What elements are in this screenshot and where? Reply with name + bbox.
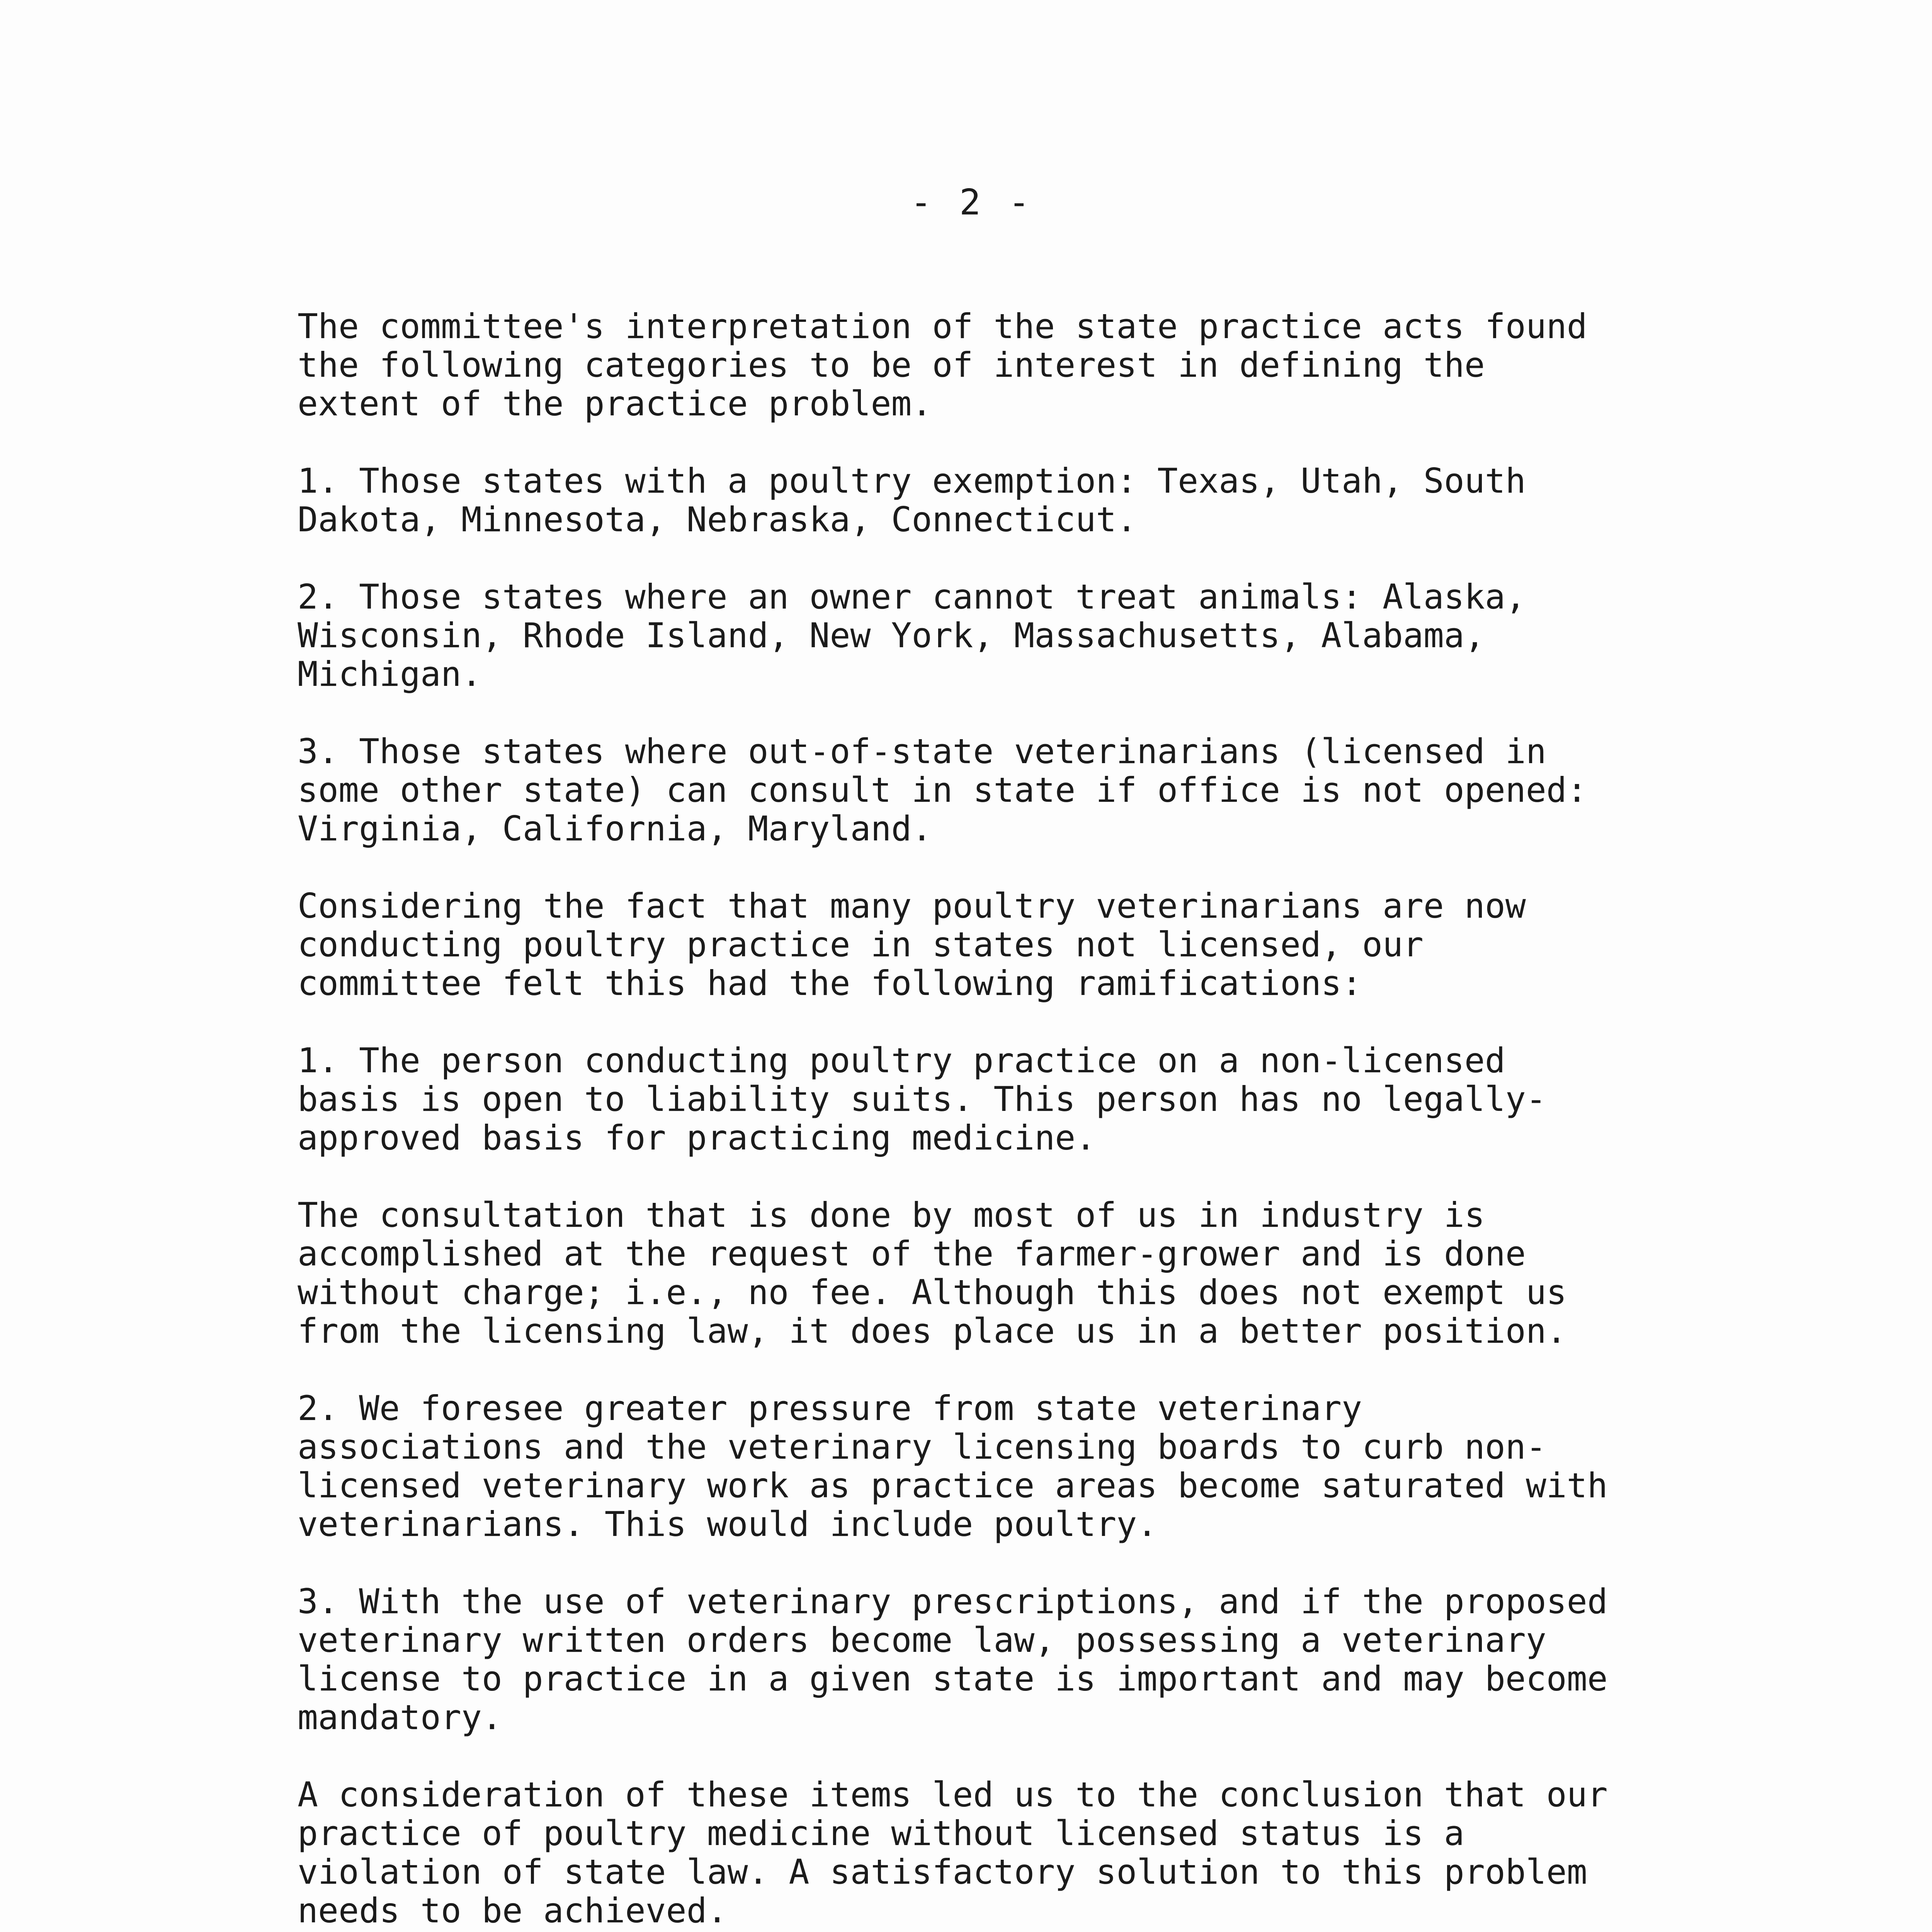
paragraph-ramification-2: 2. We foresee greater pressure from state veterinary associations and the veterinary licensing boards to curb non-licensed veterinary work as practice areas become saturated with veterinarians. This would include poultry. xyxy=(298,1388,1608,1544)
paragraph-category-1: 1. Those states with a poultry exemption: Texas, Utah, South Dakota, Minnesota, Nebraska, Connecticut. xyxy=(298,461,1526,539)
document-body xyxy=(298,307,1619,1932)
paragraph-ramification-1: 1. The person conducting poultry practice on a non-licensed basis is open to liability suits. This person has no legally-approved basis for practicing medicine. xyxy=(298,1041,1546,1158)
paragraph-category-3: 3. Those states where out-of-state veterinarians (licensed in some other state) can consult in state if office is not opened: Virginia, California, Maryland. xyxy=(298,731,1587,849)
paragraph-conclusion: A consideration of these items led us to the conclusion that our practice of poultry medicine without licensed status is a violation of state law. A satisfactory solution to this problem needs to be achieved. xyxy=(298,1775,1608,1930)
paragraph-category-2: 2. Those states where an owner cannot treat animals: Alaska, Wisconsin, Rhode Island, New York, Massachusetts, Alabama, Michigan. xyxy=(298,577,1526,694)
paragraph-intro: The committee's interpretation of the state practice acts found the following categories to be of interest in defining the extent of the practice problem. xyxy=(298,306,1587,423)
paragraph-ramifications-intro: Considering the fact that many poultry veterinarians are now conducting poultry practice in states not licensed, our committee felt this had the following ramifications: xyxy=(298,886,1526,1003)
page-number: - 2 - xyxy=(910,182,1033,223)
paragraph-ramification-3: 3. With the use of veterinary prescriptions, and if the proposed veterinary written orders become law, possessing a veterinary license to practice in a given state is important and may become mandatory. xyxy=(298,1582,1608,1737)
paragraph-consultation: The consultation that is done by most of us in industry is accomplished at the request of the farmer-grower and is done without charge; i.e., no fee. Although this does not exempt us from the licensing law, it does place us in a better position. xyxy=(298,1195,1567,1351)
